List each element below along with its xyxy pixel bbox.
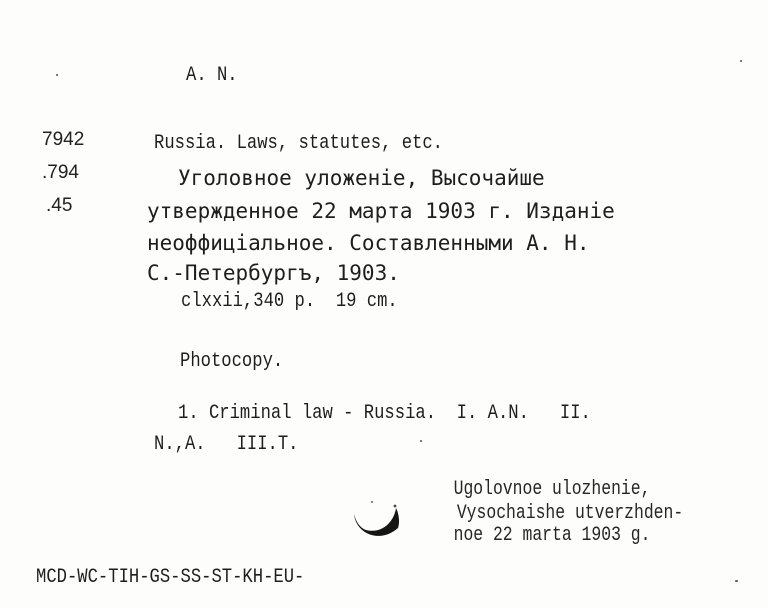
speck bbox=[740, 60, 742, 62]
collation: clxxii,340 p. 19 cm. bbox=[181, 290, 398, 313]
main-entry: Russia. Laws, statutes, etc. bbox=[154, 132, 444, 155]
title-line-1: Уголовное уложенiе, Высочайше bbox=[178, 166, 545, 190]
call-number-line-2: .794 bbox=[42, 162, 79, 183]
tracings-line-1: 1. Criminal law - Russia. I. A.N. II. bbox=[178, 402, 591, 425]
note: Photocopy. bbox=[180, 350, 284, 373]
title-line-2: утвержденное 22 марта 1903 г. Изданiе bbox=[147, 199, 615, 223]
call-number-line-3: .45 bbox=[46, 195, 73, 216]
romanization-line-1: Ugolovnoe ulozhenie, bbox=[453, 478, 651, 501]
speck bbox=[56, 74, 58, 76]
speck bbox=[420, 440, 422, 442]
call-number-line-1: 7942 bbox=[42, 129, 85, 150]
romanization-line-3: noe 22 marta 1903 g. bbox=[453, 524, 651, 547]
title-line-4: С.-Петербургъ, 1903. bbox=[147, 261, 400, 285]
speck bbox=[735, 580, 738, 582]
romanization-line-2: Vysochaishe utverzhden- bbox=[456, 502, 684, 525]
title-line-3: неоффицiальное. Составленными А. Н. bbox=[147, 231, 590, 255]
holdings-codes: MCD-WC-TIH-GS-SS-ST-KH-EU- bbox=[36, 566, 305, 589]
crescent-mark-icon bbox=[350, 500, 404, 546]
top-note: A. N. bbox=[186, 64, 238, 87]
tracings-line-2: N.,A. III.T. bbox=[154, 433, 299, 456]
